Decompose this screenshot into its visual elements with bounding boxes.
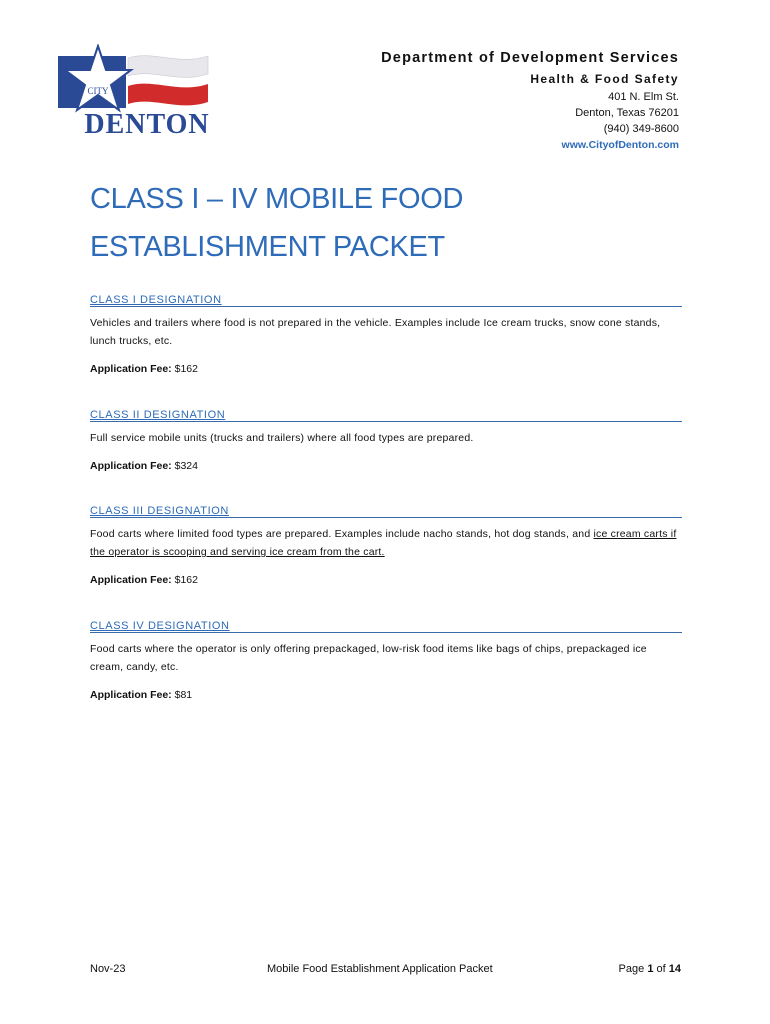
section-description: Food carts where the operator is only offering prepackaged, low-risk food items like bags of chips, prepackaged ice cream, candy, etc.: [90, 643, 647, 673]
section-heading: [90, 288, 682, 307]
logo-name-text: DENTON: [84, 109, 210, 138]
phone-number: (940) 349-8600: [603, 123, 679, 135]
section-heading-link[interactable]: CLASS II DESIGNATION: [90, 409, 226, 421]
section-heading: [90, 614, 682, 633]
section-class-iv: [90, 614, 682, 701]
fee-label: Application Fee:: [90, 574, 172, 586]
division-name: Health & Food Safety: [530, 72, 679, 86]
page-current: 1: [647, 963, 654, 975]
section-description: Full service mobile units (trucks and trailers) where all food types are prepared.: [90, 432, 474, 444]
section-heading-link[interactable]: CLASS I DESIGNATION: [90, 294, 222, 306]
fee-value: $162: [174, 574, 198, 586]
page-prefix: Page: [618, 963, 645, 975]
section-description-underlined: ice cream carts if the operator is scooping and serving ice cream from the cart.: [90, 528, 677, 558]
page-total: 14: [668, 963, 681, 975]
section-heading-link[interactable]: CLASS III DESIGNATION: [90, 505, 229, 517]
address-line2: Denton, Texas 76201: [575, 107, 679, 119]
application-fee: [90, 460, 682, 472]
title-line1: CLASS I – IV MOBILE FOOD: [90, 183, 464, 215]
fee-label: Application Fee:: [90, 689, 172, 701]
section-heading: [90, 403, 682, 422]
fee-label: Application Fee:: [90, 363, 172, 375]
address: [279, 89, 679, 137]
page-of: of: [656, 963, 666, 975]
section-description-text: Food carts where limited food types are prepared. Examples include nacho stands, hot dog stands, and: [90, 528, 594, 540]
logo-graphic: [58, 44, 236, 138]
section-description: Vehicles and trailers where food is not prepared in the vehicle. Examples include Ice cream trucks, snow cone stands, lunch trucks, etc.: [90, 317, 661, 347]
logo-city-text: CITY: [87, 86, 109, 96]
city-of-denton-logo: [58, 44, 236, 138]
fee-label: Application Fee:: [90, 460, 172, 472]
header-contact-block: [279, 50, 679, 153]
application-fee: [90, 574, 682, 586]
section-heading-link[interactable]: CLASS IV DESIGNATION: [90, 620, 230, 632]
fee-value: $324: [174, 460, 198, 472]
address-line1: 401 N. Elm St.: [608, 91, 679, 103]
logo-of-text: OF: [93, 98, 103, 106]
website-link[interactable]: www.CityofDenton.com: [561, 139, 679, 151]
section-heading: [90, 499, 682, 518]
section-class-iii: [90, 499, 682, 586]
section-class-ii: [90, 403, 682, 472]
fee-value: $162: [174, 363, 198, 375]
section-description: [90, 525, 682, 561]
application-fee: [90, 363, 682, 375]
footer-document-title: Mobile Food Establishment Application Packet: [267, 963, 493, 975]
page-title: [90, 175, 690, 271]
footer-page-number: [619, 963, 681, 975]
section-class-i: [90, 288, 682, 375]
title-line2: ESTABLISHMENT PACKET: [90, 231, 445, 263]
footer-date: Nov-23: [90, 963, 126, 975]
application-fee: [90, 689, 682, 701]
department-name: Department of Development Services: [381, 50, 679, 66]
fee-value: $81: [174, 689, 193, 701]
